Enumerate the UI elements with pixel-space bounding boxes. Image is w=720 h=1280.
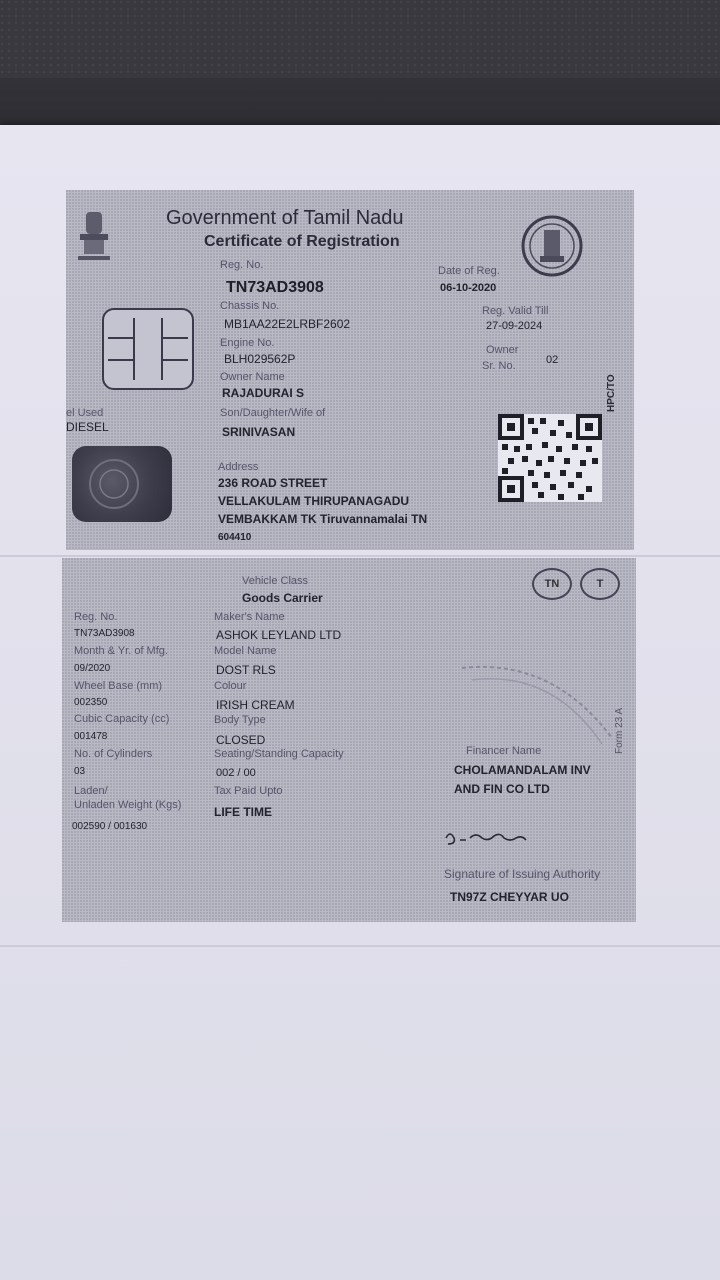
- financer-line-1: CHOLAMANDALAM INV: [454, 763, 591, 777]
- chassis-label: Chassis No.: [220, 300, 280, 312]
- date-of-reg-label: Date of Reg.: [438, 265, 500, 277]
- hologram-icon: [72, 446, 172, 522]
- card-subtitle: Certificate of Registration: [204, 233, 400, 250]
- qr-code-icon: [498, 414, 602, 502]
- paper-fold-line: [0, 945, 720, 947]
- chassis-value: MB1AA22E2LRBF2602: [224, 317, 351, 331]
- maker-value: ASHOK LEYLAND LTD: [216, 628, 342, 642]
- qr-code: [498, 414, 602, 502]
- relation-value: SRINIVASAN: [222, 425, 296, 439]
- date-of-reg-value: 06-10-2020: [440, 282, 497, 294]
- financer-line-2: AND FIN CO LTD: [454, 782, 550, 796]
- chip-contacts-icon: [104, 310, 192, 388]
- fuel-value: DIESEL: [66, 420, 109, 434]
- model-value: DOST RLS: [216, 663, 276, 677]
- body-value: CLOSED: [216, 733, 266, 747]
- paper-fold-line: [0, 555, 720, 557]
- cubic-label: Cubic Capacity (cc): [74, 713, 170, 725]
- owner-sr-label: Owner: [486, 344, 519, 356]
- owner-name-value: RAJADURAI S: [222, 386, 305, 400]
- wheel-base-value: 002350: [74, 697, 108, 708]
- signature-label: Signature of Issuing Authority: [444, 867, 601, 881]
- transport-logo-icon: T: [580, 568, 620, 600]
- colour-label: Colour: [214, 680, 247, 692]
- laden-value: 002590 / 001630: [72, 821, 148, 832]
- reg-valid-label: Reg. Valid Till: [482, 305, 549, 317]
- owner-sr-label-2: Sr. No.: [482, 360, 516, 372]
- address-line-3: VEMBAKKAM TK Tiruvannamalai TN: [218, 512, 428, 526]
- model-label: Model Name: [214, 645, 277, 657]
- fuel-label: el Used: [66, 407, 104, 419]
- rc-back-card: [62, 558, 636, 922]
- owner-sr-value: 02: [546, 354, 559, 366]
- mfg-value: 09/2020: [74, 663, 111, 674]
- body-label: Body Type: [214, 714, 266, 726]
- reg-valid-value: 27-09-2024: [486, 320, 543, 332]
- hologram-seal: [72, 446, 172, 522]
- authority-signature-icon: [442, 826, 552, 848]
- state-emblem-icon: [74, 208, 114, 264]
- side-code: HPC/TO: [606, 374, 617, 412]
- issuing-authority-value: TN97Z CHEYYAR UO: [450, 890, 569, 904]
- smart-card-chip: [102, 308, 194, 390]
- owner-name-label: Owner Name: [220, 371, 285, 383]
- reg-no-label: Reg. No.: [220, 259, 264, 271]
- laden-label-2: Unladen Weight (Kgs): [74, 799, 182, 811]
- tax-label: Tax Paid Upto: [214, 785, 283, 797]
- vehicle-class-value: Goods Carrier: [242, 591, 323, 605]
- address-line-2: VELLAKULAM THIRUPANAGADU: [218, 494, 410, 508]
- laden-label-1: Laden/: [74, 785, 108, 797]
- financer-label: Financer Name: [466, 745, 542, 757]
- seating-value: 002 / 00: [216, 767, 256, 779]
- relation-label: Son/Daughter/Wife of: [220, 407, 326, 419]
- seat-texture: [0, 0, 720, 78]
- engine-label: Engine No.: [220, 337, 275, 349]
- engine-value: BLH029562P: [224, 352, 296, 366]
- address-line-1: 236 ROAD STREET: [218, 476, 328, 490]
- vehicle-class-label: Vehicle Class: [242, 575, 309, 587]
- form-code: Form 23 A: [614, 707, 625, 754]
- security-curve-icon: [462, 658, 622, 748]
- wheel-base-label: Wheel Base (mm): [74, 680, 163, 692]
- mfg-label: Month & Yr. of Mfg.: [74, 645, 168, 657]
- tn-logo-icon: TN: [532, 568, 572, 600]
- cylinders-label: No. of Cylinders: [74, 748, 153, 760]
- back-reg-no-label: Reg. No.: [74, 611, 118, 623]
- seating-label: Seating/Standing Capacity: [214, 748, 344, 760]
- colour-value: IRISH CREAM: [216, 698, 295, 712]
- address-label: Address: [218, 461, 259, 473]
- address-pin: 604410: [218, 532, 252, 543]
- reg-no-value: TN73AD3908: [226, 279, 324, 296]
- tax-value: LIFE TIME: [214, 805, 272, 819]
- maker-label: Maker's Name: [214, 611, 285, 623]
- rc-front-card: [66, 190, 634, 550]
- back-reg-no-value: TN73AD3908: [74, 628, 135, 639]
- cubic-value: 001478: [74, 731, 108, 742]
- cylinders-value: 03: [74, 766, 86, 777]
- card-title: Government of Tamil Nadu: [166, 207, 404, 229]
- tamil-nadu-seal-icon: [520, 214, 584, 278]
